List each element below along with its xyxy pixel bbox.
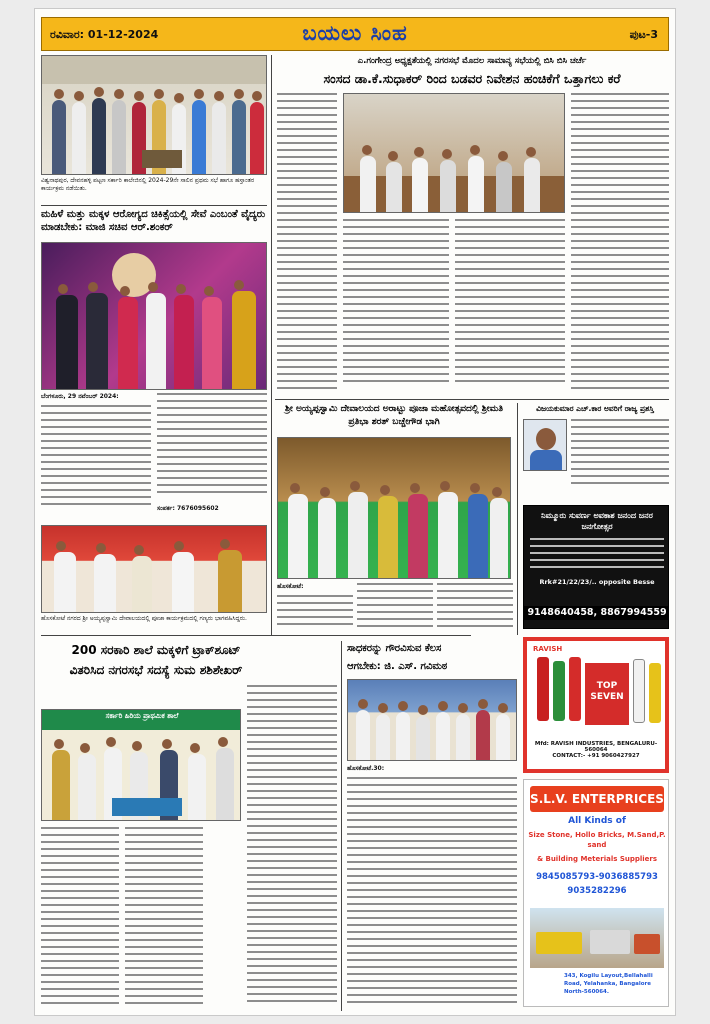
divider [271, 55, 272, 635]
slv-ad [523, 779, 669, 1007]
promotion-photo [523, 419, 567, 471]
ravish-contact: CONTACT:- +91 9060427927 [552, 753, 640, 759]
temple-body-col1 [277, 595, 353, 635]
promotion-headline: ವಿಜಯಕುಮಾರ ಎಚ್.ಕಾರ ಅವರಿಗೆ ರಾಜ್ಯ ಪ್ರಶಸ್ತಿ [536, 404, 654, 413]
lead-kicker: ಎ.ಗಂಗೇಂದ್ರ ಅಧ್ಯಕ್ಷತೆಯಲ್ಲಿ ನಗರಸಭೆ ಮೊದಲ ಸಾಮಾನ್ಯ ಸಭೆಯಲ್ಲಿ ಬಿಸಿ ಬಿಸಿ ಚರ್ಚೆ [357, 56, 587, 66]
lead-body-col4 [571, 93, 669, 393]
health-contact: ಸಂಪರ್ಕ: 7676095602 [157, 505, 219, 512]
page-number: ಪುಟ-3 [629, 28, 658, 41]
temple-photo [277, 437, 511, 579]
school-photo [41, 709, 241, 821]
slv-phone2: 9035282296 [567, 886, 627, 896]
council-meeting-photo [343, 93, 565, 213]
site-ad-body [530, 538, 664, 573]
school-sign: ಸರ್ಕಾರಿ ಹಿರಿಯ ಪ್ರಾಥಮಿಕ ಶಾಲೆ [105, 712, 179, 720]
divider [41, 205, 267, 206]
health-dateline: ಬೆಂಗಳೂರು, 29 ನವೆಂಬರ್ 2024: [41, 393, 119, 400]
temple-body-col3 [437, 583, 513, 635]
school-body-col3 [247, 685, 337, 1011]
village-headline-1: ಸಾಧಕರನ್ನು ಗೌರವಿಸುವ ಕೆಲಸ [347, 643, 442, 654]
school-headline-2: ವಿತರಿಸಿದ ನಗರಸಭೆ ಸದಸ್ಯೆ ಸುಮ ಶಶಿಶೇಖರ್ [69, 663, 243, 677]
mid-photo-caption: ಹೊಸಕೋಟೆ ನಗರದ ಶ್ರೀ ಅಯ್ಯಪ್ಪಸ್ವಾಮಿ ದೇವಾಲಯದಲ್ಲಿ ಪೂಜಾ ಕಾರ್ಯಕ್ರಮದಲ್ಲಿ ಗಣ್ಯರು ಭಾಗವಹಿಸಿದ್ದರು. [41, 615, 247, 622]
school-body-col1 [41, 827, 119, 1011]
top-left-photo [41, 55, 267, 175]
village-headline-2: ಆಗಬೇಕು: ಜಿ. ಎಸ್. ಗವಿಮಠ [347, 661, 448, 672]
temple-headline: ಶ್ರೀ ಅಯ್ಯಪ್ಪಸ್ವಾಮಿ ದೇವಾಲಯದ ಅರಾಟ್ಟು ಪೂಜಾ ಮಹೋತ್ಸವದಲ್ಲಿ ಶ್ರೀಮತಿ ಪ್ರತಿಭಾ ಶರತ್ ಬಚ್ಚೇಗೌಡ ಭಾಗಿ [284, 404, 504, 427]
newspaper-title: ಬಯಲು ಸಿಂಹ [302, 20, 408, 45]
lead-headline: ಸಂಸದ ಡಾ.ಕೆ.ಸುಧಾಕರ್ ರಿಂದ ಬಡವರ ನಿವೇಶನ ಹಂಚಿಕೆಗೆ ಒತ್ತಾಗಲು ಕರೆ [323, 71, 621, 86]
divider [41, 635, 471, 636]
health-headline: ಮಹಿಳೆ ಮತ್ತು ಮಕ್ಕಳ ಆರೋಗ್ಯದ ಚಿಕಿತ್ಸೆಯಲ್ಲಿ ಸೇವೆ ಎಂಬಂತೆ ವೈದ್ಯರು ಮಾಡಬೇಕು: ಮಾಜಿ ಸಚಿವ ಆರ್.ಶಂಕರ್ [41, 209, 266, 233]
school-body-col2 [125, 827, 203, 1011]
divider [341, 641, 342, 1011]
ravish-product: TOP SEVEN [585, 663, 629, 725]
village-photo [347, 679, 517, 761]
slv-trucks-illustration [530, 908, 664, 968]
temple-dateline: ಹೊಸಕೋಟೆ: [277, 583, 304, 590]
ravish-ad [523, 637, 669, 773]
issue-date: ರವಿವಾರ: 01-12-2024 [50, 28, 159, 41]
divider [275, 399, 669, 400]
site-ad [523, 505, 669, 629]
village-dateline: ಹೊಸಕೋಟೆ.30: [347, 765, 385, 772]
lead-body-col3 [455, 219, 565, 393]
slv-line1: All Kinds of [568, 816, 626, 826]
lead-body-col1 [277, 93, 337, 393]
site-ad-title: ನಿಮ್ಮೂರು ಸುವರ್ಣ ಅವಕಾಶ ಜನಂದ ಜನರ ಜನಗೋತ್ಸರ [541, 511, 653, 531]
slv-name: S.L.V. ENTERPRICES [530, 786, 664, 812]
slv-line2: Size Stone, Hollo Bricks, M.Sand,P. sand [528, 831, 666, 849]
health-body-col1 [41, 405, 151, 515]
slv-phone1: 9845085793-9036885793 [536, 872, 658, 882]
promotion-body [571, 419, 669, 493]
top-left-caption: ವಿಶ್ವನಾಥಪುರ, ದೇವನಹಳ್ಳಿ ಪಟ್ಟಣ ಸರ್ಕಾರಿ ಕಾಲೇಜಿನಲ್ಲಿ 2024-29ನೇ ಸಾಲಿನ ಪ್ರಥಮ ಸಭೆ ಹಾಗೂ ಹಸ್ತಾಂತರ ಕಾರ್ಯಕ್ರಮ ನಡೆಯಿತು. [41, 177, 255, 192]
slv-address: 343, Kogilu Layout,Bellahalli Road, Yelahanka, Bangalore North-560064. [564, 973, 653, 995]
newspaper-page [34, 8, 676, 1016]
site-ad-address: Rrk#21/22/23/.. opposite Besse [539, 578, 655, 586]
temple-body-col2 [357, 583, 433, 635]
ravish-company: Mfd: RAVISH INDUSTRIES, BENGALURU-560064 [534, 741, 658, 753]
temple-event-photo [41, 525, 267, 613]
school-headline-1: 200 ಸರಕಾರಿ ಶಾಲೆ ಮಕ್ಕಳಿಗೆ ಟ್ರಾಕ್‌ಶೂಟ್ [71, 643, 241, 657]
village-body [347, 777, 517, 1011]
divider [517, 403, 518, 635]
site-ad-phone: 9148640458, 8867994559 [524, 606, 669, 620]
slv-line3: & Building Meterials Suppliers [536, 855, 658, 863]
health-photo [41, 242, 267, 390]
health-body-col2 [157, 393, 267, 503]
lead-body-col2 [343, 219, 449, 393]
ravish-brand: RAVISH [533, 645, 563, 653]
masthead [41, 17, 669, 51]
